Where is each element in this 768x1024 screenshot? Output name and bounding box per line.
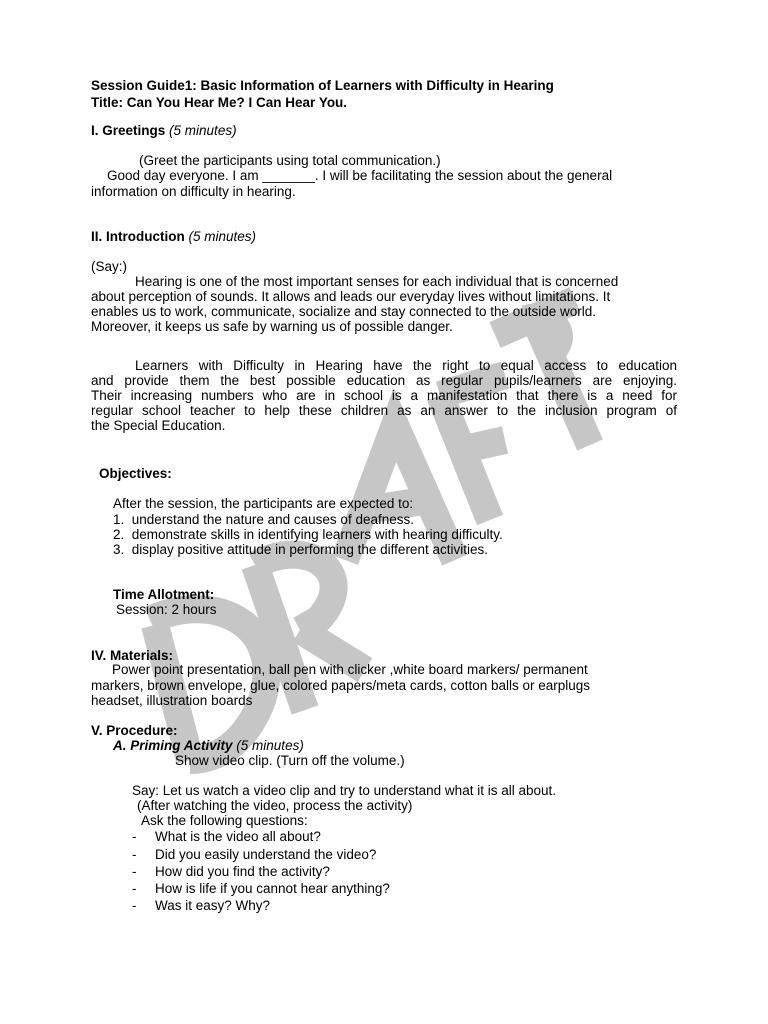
- introduction-heading-line: [91, 229, 256, 245]
- objective-number: 2.: [113, 527, 125, 542]
- priming-activity-title: A. Priming Activity: [113, 738, 233, 753]
- question-item: How is life if you cannot hear anything?: [155, 881, 390, 896]
- greetings-heading: I. Greetings: [91, 123, 166, 138]
- question-bullet: -: [132, 829, 137, 844]
- question-item: How did you find the activity?: [155, 864, 330, 879]
- objectives-intro: After the session, the participants are expected to:: [113, 496, 414, 511]
- intro-p1-line-3: enables us to work, communicate, socialize and stay connected to the outside world.: [91, 304, 597, 319]
- introduction-say: (Say:): [91, 259, 128, 274]
- objective-text: understand the nature and causes of deafness.: [131, 512, 414, 527]
- time-allotment-heading: Time Allotment:: [113, 587, 215, 602]
- intro-p2-line-4: regular school teacher to help these children as an answer to the inclusion program of: [91, 403, 677, 418]
- question-bullet: -: [132, 864, 137, 879]
- question-item: What is the video all about?: [155, 829, 321, 844]
- question-bullet: -: [132, 847, 137, 862]
- question-bullet: -: [132, 898, 137, 913]
- materials-line-2: markers, brown envelope, glue, colored papers/meta cards, cotton balls or earplugs: [91, 678, 591, 693]
- materials-line-1: Power point presentation, ball pen with clicker ,white board markers/ permanent: [112, 662, 588, 677]
- objective-item-3: [113, 542, 488, 558]
- intro-p1-line-4: Moreover, it keeps us safe by warning us of possible danger.: [91, 319, 453, 334]
- objective-number: 1.: [113, 512, 125, 527]
- objective-text: display positive attitude in performing the different activities.: [131, 542, 488, 557]
- question-bullet: -: [132, 881, 137, 896]
- objective-item-2: [113, 527, 503, 543]
- greetings-line-2: information on difficulty in hearing.: [91, 184, 296, 199]
- intro-p2-line-3: Their increasing numbers who are in school is a manifestation that there is a need for: [91, 388, 677, 403]
- time-allotment-value: Session: 2 hours: [116, 602, 217, 617]
- greetings-heading-line: [91, 123, 237, 139]
- question-item: Was it easy? Why?: [155, 898, 271, 913]
- intro-p1-line-2: about perception of sounds. It allows and leads our everyday lives without limitations. It: [91, 289, 611, 304]
- objective-text: demonstrate skills in identifying learners with hearing difficulty.: [131, 527, 503, 542]
- materials-line-3: headset, illustration boards: [91, 693, 253, 708]
- procedure-say: Say: Let us watch a video clip and try to understand what it is all about.: [132, 783, 556, 798]
- objective-number: 3.: [113, 542, 125, 557]
- objective-item-1: [113, 512, 414, 528]
- show-video-instruction: Show video clip. (Turn off the volume.): [175, 753, 405, 768]
- session-subtitle: Title: Can You Hear Me? I Can Hear You.: [91, 95, 348, 110]
- procedure-ask: Ask the following questions:: [141, 813, 308, 828]
- introduction-duration: (5 minutes): [188, 229, 257, 244]
- intro-p2-line-5: the Special Education.: [91, 418, 226, 433]
- question-item: Did you easily understand the video?: [155, 847, 377, 862]
- intro-p1-line-1: Hearing is one of the most important senses for each individual that is concerned: [135, 274, 619, 289]
- greetings-duration: (5 minutes): [169, 123, 237, 138]
- greetings-instruction: (Greet the participants using total communication.): [139, 153, 441, 168]
- greetings-line-1: Good day everyone. I am _______. I will be facilitating the session about the general: [107, 168, 613, 183]
- session-title: Session Guide1: Basic Information of Learners with Difficulty in Hearing: [91, 78, 554, 93]
- intro-p2-line-2: and provide them the best possible education as regular pupils/learners are enjoying.: [91, 373, 677, 388]
- introduction-heading: II. Introduction: [91, 229, 185, 244]
- procedure-after: (After watching the video, process the activity): [137, 798, 413, 813]
- priming-activity-line: [113, 738, 304, 754]
- procedure-heading: V. Procedure:: [91, 723, 178, 738]
- priming-activity-duration: (5 minutes): [236, 738, 304, 753]
- objectives-heading: Objectives:: [99, 466, 172, 481]
- intro-p2-line-1: Learners with Difficulty in Hearing have the right to equal access to education: [135, 358, 677, 373]
- materials-heading: IV. Materials:: [91, 648, 174, 663]
